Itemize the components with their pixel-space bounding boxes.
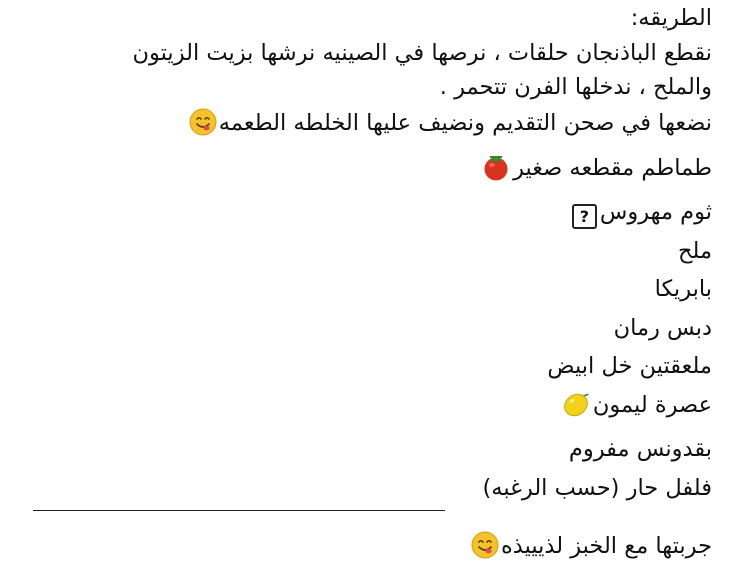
- divider-line: [33, 510, 445, 511]
- step-line-3: [22, 104, 712, 149]
- ingredient-text: طماطم مقطعه صغير: [513, 154, 712, 181]
- ingredient-item: فلفل حار (حسب الرغبه): [482, 474, 712, 501]
- ingredient-item: [22, 386, 712, 431]
- yum-face-icon: [471, 531, 499, 571]
- closing-line: [469, 527, 712, 571]
- step-line-1: نقطع الباذنجان حلقات ، نرصها في الصينيه نرشها بزيت الزيتون: [132, 40, 712, 66]
- missing-glyph-icon: ?: [572, 204, 597, 229]
- ingredient-item: [22, 193, 712, 232]
- ingredient-item: ملعقتين خل ابيض: [547, 353, 712, 379]
- lemon-icon: [561, 390, 591, 431]
- yum-face-icon: [189, 108, 217, 149]
- ingredient-item: بابريكا: [654, 276, 712, 302]
- closing-text: جربتها مع الخبز لذيييذه: [500, 533, 712, 559]
- step-line-2: والملح ، ندخلها الفرن تتحمر .: [439, 74, 712, 100]
- ingredient-item: [22, 149, 712, 194]
- ingredient-item: ملح: [677, 237, 712, 264]
- ingredient-text: عصرة ليمون: [592, 391, 712, 418]
- method-heading: الطريقه:: [630, 5, 712, 31]
- ingredient-item: بقدونس مفروم: [568, 436, 712, 462]
- recipe-document: [22, 0, 712, 507]
- tomato-icon: [481, 153, 511, 194]
- ingredient-text: ثوم مهروس: [599, 199, 712, 225]
- ingredient-item: دبس رمان: [613, 314, 712, 341]
- step-line-3-text: نضعها في صحن التقديم ونضيف عليها الخلطه الطعمه: [218, 110, 712, 136]
